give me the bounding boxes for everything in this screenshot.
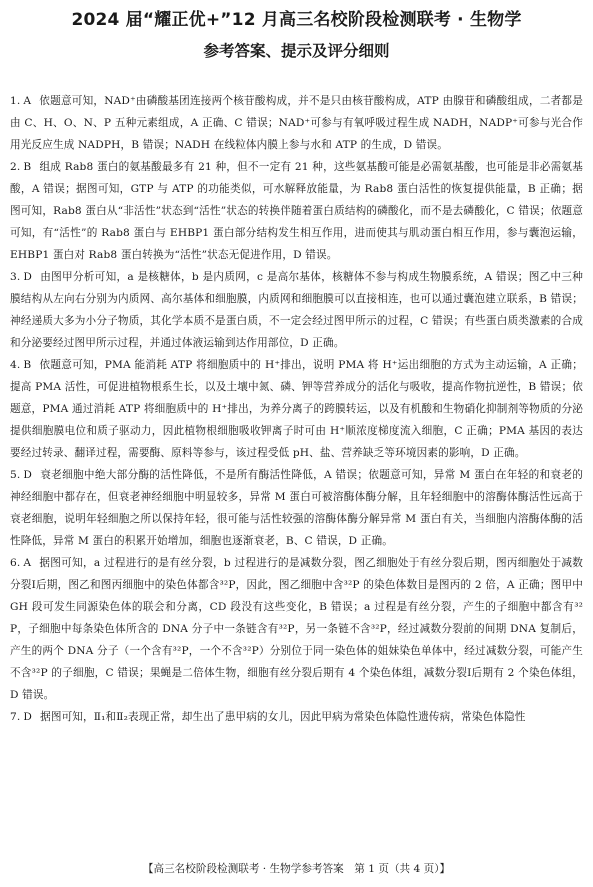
answer-number: 7. [10, 711, 21, 723]
page-title: 2024 届“耀正优+”12 月高三名校阶段检测联考 · 生物学 [71, 10, 522, 30]
answer-item-7 [10, 706, 583, 728]
answer-number: 6. [10, 557, 21, 569]
answer-choice: D [23, 271, 33, 283]
answer-list [10, 90, 583, 728]
page-footer: 【高三名校阶段检测联考 · 生物学参考答案 第 1 页（共 4 页）】 [142, 863, 451, 875]
answer-explanation: 依题意可知，NAD⁺由磷酸基团连接两个核苷酸构成，并不是只由核苷酸构成，ATP 由腺苷和磷酸组成，二者都是由 C、H、O、N、P 五种元素组成，A 正确、C 错误；NAD⁺可参与有氧呼吸过程生成 NADH，NADP⁺可参与光合作用光反应生成 NADPH，B 错误；NADH 在线粒体内膜上参与水和 ATP 的生成，D 错误。 [10, 95, 583, 151]
answer-explanation: 依题意可知，PMA 能消耗 ATP 将细胞质中的 H⁺排出，说明 PMA 将 H⁺运出细胞的方式为主动运输，A 正确；提高 PMA 活性，可促进植物根系生长，以及土壤中氮、磷、钾等营养成分的活化与吸收，提高作物抗逆性，B 错误；依题意，PMA 通过消耗 ATP 将细胞质中的 H⁺排出，为养分离子的跨膜转运，以及有机酸和生物硝化抑制剂等物质的分泌提供细胞膜电位和质子驱动力，因此植物根细胞吸收钾离子时可由 H⁺顺浓度梯度流入细胞，C 正确；PMA 基因的表达要经过转录、翻译过程，需要酶、原料等参与，该过程受低 pH、盐、营养缺乏等环境因素的影响，D 正确。 [10, 359, 583, 459]
answer-explanation: 衰老细胞中绝大部分酶的活性降低，不是所有酶活性降低，A 错误；依题意可知，异常 M 蛋白在年轻的和衰老的神经细胞中都存在，但衰老神经细胞中明显较多，异常 M 蛋白可被溶酶体酶分解，且年轻细胞中的溶酶体酶活性远高于衰老细胞，说明年轻细胞之所以保持年轻，很可能与活性较强的溶酶体酶分解异常 M 蛋白有关，当细胞内溶酶体酶的活性降低，异常 M 蛋白的积累开始增加，细胞也逐渐衰老，B、C 错误，D 正确。 [10, 469, 583, 547]
answer-number: 4. [10, 359, 21, 371]
answer-item-5 [10, 464, 583, 552]
answer-number: 2. [10, 161, 21, 173]
answer-choice: D [23, 711, 33, 723]
page-subtitle: 参考答案、提示及评分细则 [203, 42, 390, 60]
answer-item-4 [10, 354, 583, 464]
answer-explanation: 由图甲分析可知，a 是核糖体，b 是内质网，c 是高尔基体，核糖体不参与构成生物膜系统，A 错误；图乙中三种膜结构从左向右分别为内质网、高尔基体和细胞膜，内质网和细胞膜可以直接相连，也可以通过囊泡建立联系，B 错误；神经递质大多为小分子物质，其化学本质不是蛋白质，不一定会经过图甲所示的过程，C 错误；有些蛋白质类激素的合成和分泌要经过图甲所示过程，并通过体液运输到达作用部位，D 正确。 [10, 271, 583, 349]
answer-choice: B [23, 161, 32, 173]
answer-choice: B [23, 359, 32, 371]
answer-item-1 [10, 90, 583, 156]
answer-choice: A [23, 557, 32, 569]
answer-item-6 [10, 552, 583, 706]
answer-explanation: 组成 Rab8 蛋白的氨基酸最多有 21 种，但不一定有 21 种，这些氨基酸可能是必需氨基酸，也可能是非必需氨基酸，A 错误；据图可知，GTP 与 ATP 的功能类似，可水解释放能量，为 Rab8 蛋白活性的恢复提供能量，B 正确；据图可知，Rab8 蛋白从“非活性”状态到“活性”状态的转换伴随着蛋白质结构的磷酸化，而不是去磷酸化，C 错误；依题意可知，有“活性”的 Rab8 蛋白与 EHBP1 蛋白部分结构发生相互作用，进而使其与肌动蛋白相互作用，参与囊泡运输，EHBP1 蛋白对 Rab8 蛋白转换为“活性”状态无促进作用，D 错误。 [10, 161, 583, 261]
answer-item-3 [10, 266, 583, 354]
answer-number: 3. [10, 271, 21, 283]
answer-choice: D [23, 469, 33, 481]
answer-item-2 [10, 156, 583, 266]
answer-number: 5. [10, 469, 21, 481]
answer-explanation: 据图可知，a 过程进行的是有丝分裂，b 过程进行的是减数分裂，图乙细胞处于有丝分裂后期，图丙细胞处于减数分裂Ⅰ后期，图乙和图丙细胞中的染色体都含³²P，因此，图乙细胞中含³²P 的染色体数目是图丙的 2 倍，A 正确；图甲中 GH 段可发生同源染色体的联会和分离，CD 段没有这些变化，B 错误；a 过程是有丝分裂，产生的子细胞中都含有³²P，子细胞中每条染色体所含的 DNA 分子中一条链含有³²P，另一条链不含³²P，经过减数分裂前的间期 DNA 复制后，产生的两个 DNA 分子（一个含有³²P，一个不含³²P）分别位于同一染色体的姐妹染色单体中，经过减数分裂，可能产生不含³²P 的子细胞，C 错误；果蝇是二倍体生物，细胞有丝分裂后期有 4 个染色体组，减数分裂Ⅰ后期有 2 个染色体组，D 错误。 [10, 557, 583, 701]
answer-choice: A [23, 95, 32, 107]
answer-number: 1. [10, 95, 21, 107]
answer-explanation: 据图可知，Ⅱ₁和Ⅱ₂表现正常，却生出了患甲病的女儿，因此甲病为常染色体隐性遗传病，常染色体隐性 [40, 711, 526, 723]
